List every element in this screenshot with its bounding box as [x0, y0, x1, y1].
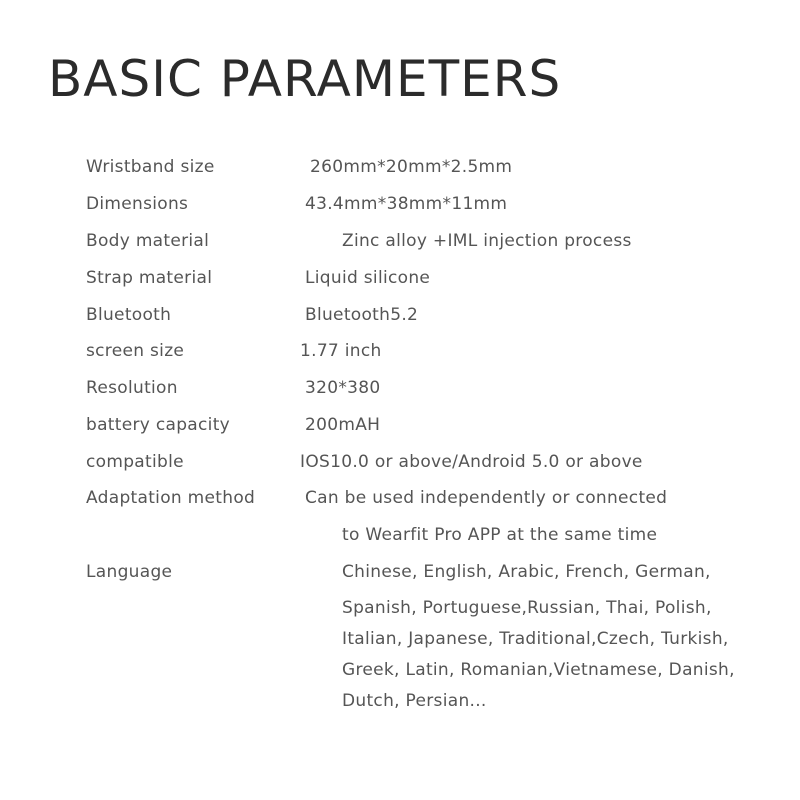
param-value-strap-material: Liquid silicone [305, 268, 431, 288]
param-value-language-line-3: Italian, Japanese, Traditional,Czech, Turkish, [342, 629, 729, 649]
param-label-language: Language [86, 562, 173, 582]
param-label-adaptation-method: Adaptation method [86, 488, 256, 508]
param-value-adaptation-method-line-1: Can be used independently or connected [305, 488, 668, 508]
param-value-adaptation-method-line-2: to Wearfit Pro APP at the same time [342, 525, 658, 545]
page-title: BASIC PARAMETERS [48, 50, 562, 108]
param-label-bluetooth: Bluetooth [86, 305, 172, 325]
param-value-dimensions: 43.4mm*38mm*11mm [305, 194, 508, 214]
param-label-compatible: compatible [86, 452, 184, 472]
param-value-bluetooth: Bluetooth5.2 [305, 305, 419, 325]
param-value-language-line-4: Greek, Latin, Romanian,Vietnamese, Danish, [342, 660, 735, 680]
param-value-battery-capacity: 200mAH [305, 415, 381, 435]
param-value-language-line-2: Spanish, Portuguese,Russian, Thai, Polish, [342, 598, 712, 618]
param-value-wristband-size: 260mm*20mm*2.5mm [310, 157, 513, 177]
param-value-body-material: Zinc alloy +IML injection process [342, 231, 632, 251]
param-label-screen-size: screen size [86, 341, 185, 361]
param-label-body-material: Body material [86, 231, 210, 251]
param-value-language-line-1: Chinese, English, Arabic, French, German, [342, 562, 711, 582]
param-label-battery-capacity: battery capacity [86, 415, 231, 435]
param-value-compatible: IOS10.0 or above/Android 5.0 or above [300, 452, 643, 472]
param-value-language-line-5: Dutch, Persian... [342, 691, 487, 711]
param-label-resolution: Resolution [86, 378, 178, 398]
param-label-dimensions: Dimensions [86, 194, 189, 214]
param-value-screen-size: 1.77 inch [300, 341, 382, 361]
param-label-wristband-size: Wristband size [86, 157, 215, 177]
param-label-strap-material: Strap material [86, 268, 213, 288]
param-value-resolution: 320*380 [305, 378, 381, 398]
